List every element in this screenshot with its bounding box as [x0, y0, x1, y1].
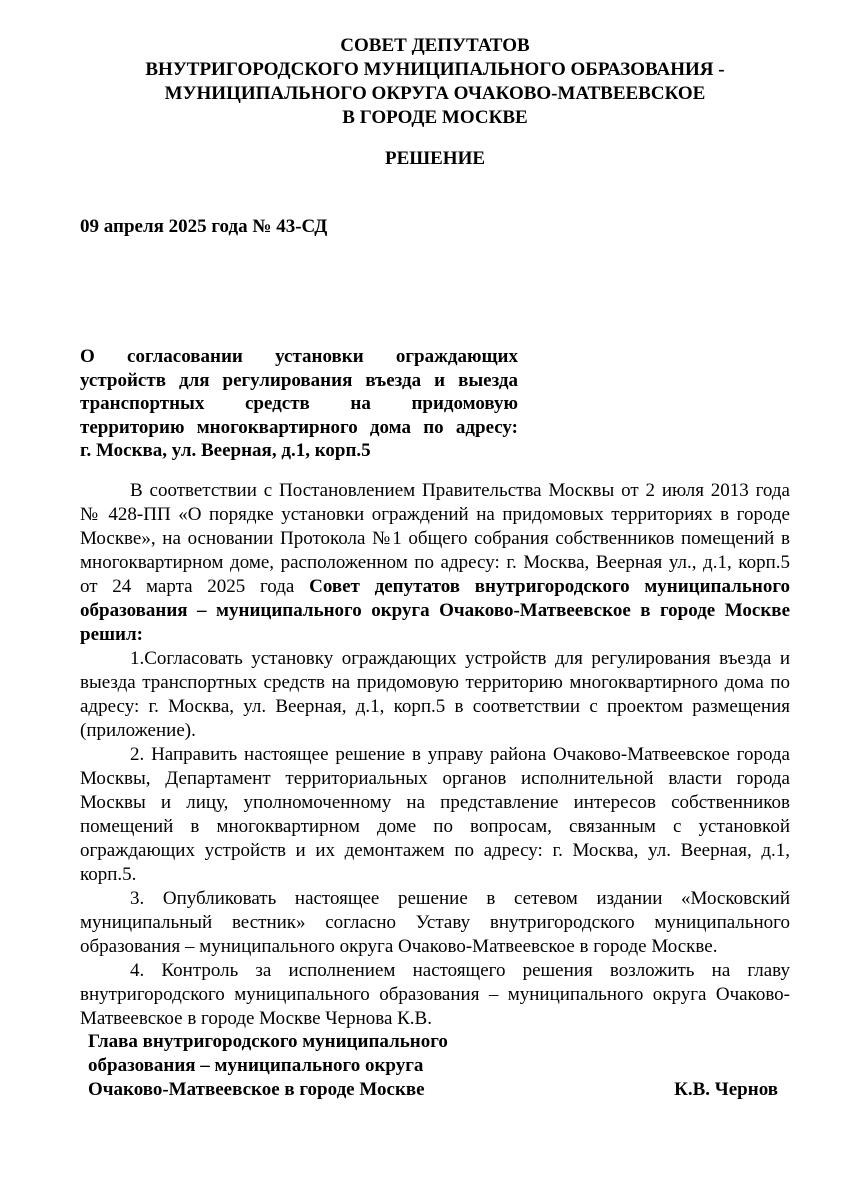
header-line: СОВЕТ ДЕПУТАТОВ [340, 35, 530, 56]
preamble-text: В соответствии с Постановлением Правительства Москвы от 2 июля 2013 года № 428-ПП «О порядке установки ограждений на придомовых территориях в городе Москве», на основании Протокола №1 общего собрания собственников помещений в многоквартирном доме, расположенном по адресу: г. Москва, Веерная ул., д.1, корп.5 от 24 марта 2025 года [80, 480, 790, 597]
council-header [0, 34, 848, 130]
signature-block [88, 1030, 778, 1102]
header-line: ВНУТРИГОРОДСКОГО МУНИЦИПАЛЬНОГО ОБРАЗОВАНИЯ - [145, 59, 725, 80]
signature-row [88, 1054, 778, 1078]
subject-line: г. Москва, ул. Веерная, д.1, корп.5 [80, 440, 371, 461]
document-title: РЕШЕНИЕ [384, 148, 486, 169]
decision-item: 4. Контроль за исполнением настоящего решения возложить на главу внутригородского муниципального образования – муниципального округа Очаково-Матвеевское в городе Москве Чернова К.В. [80, 960, 790, 1029]
header-line: В ГОРОДЕ МОСКВЕ [342, 107, 528, 128]
decision-item: 2. Направить настоящее решение в управу района Очаково-Матвеевское города Москвы, Департамент территориальных органов исполнительной власти города Москвы и лицу, уполномоченному на представление интересов собственников помещений в многоквартирном доме по вопросам, связанным с установкой ограждающих устройств и их демонтажем по адресу: г. Москва, ул. Веерная, д.1, корп.5. [80, 744, 790, 885]
decision-item: 3. Опубликовать настоящее решение в сетевом издании «Московский муниципальный вестник» согласно Уставу внутригородского муниципального образования – муниципального округа Очаково-Матвеевское в городе Москве. [80, 888, 790, 957]
decision-subject [80, 345, 518, 463]
subject-line: О согласовании установки ограждающих [80, 346, 518, 367]
subject-line: территорию многоквартирного дома по адресу: [80, 416, 518, 438]
decision-body [80, 479, 790, 1031]
signature-row [88, 1078, 778, 1102]
signature-title-line: образования – муниципального округа [88, 1055, 424, 1076]
signature-title-line: Глава внутригородского муниципального [88, 1031, 448, 1052]
signature-row [88, 1030, 778, 1054]
subject-line: устройств для регулирования въезда и выезда [80, 369, 518, 391]
preamble-paragraph [80, 479, 790, 647]
date-and-number: 09 апреля 2025 года № 43-СД [80, 216, 328, 237]
signatory-name: К.В. Чернов [674, 1079, 778, 1100]
subject-line: транспортных средств на придомовую [80, 393, 518, 414]
decision-item: 1.Согласовать установку ограждающих устройств для регулирования въезда и выезда транспортных средств на придомовую территорию многоквартирного дома по адресу: г. Москва, ул. Веерная, д.1, корп.5 в соответствии с проектом размещения (приложение). [80, 648, 790, 741]
preamble-resolution: Совет депутатов внутригородского муниципального образования – муниципального округа Очаково-Матвеевское в городе Москве решил: [80, 576, 790, 645]
header-line: МУНИЦИПАЛЬНОГО ОКРУГА ОЧАКОВО-МАТВЕЕВСКОЕ [164, 83, 706, 104]
signature-title-line: Очаково-Матвеевское в городе Москве [88, 1079, 425, 1100]
